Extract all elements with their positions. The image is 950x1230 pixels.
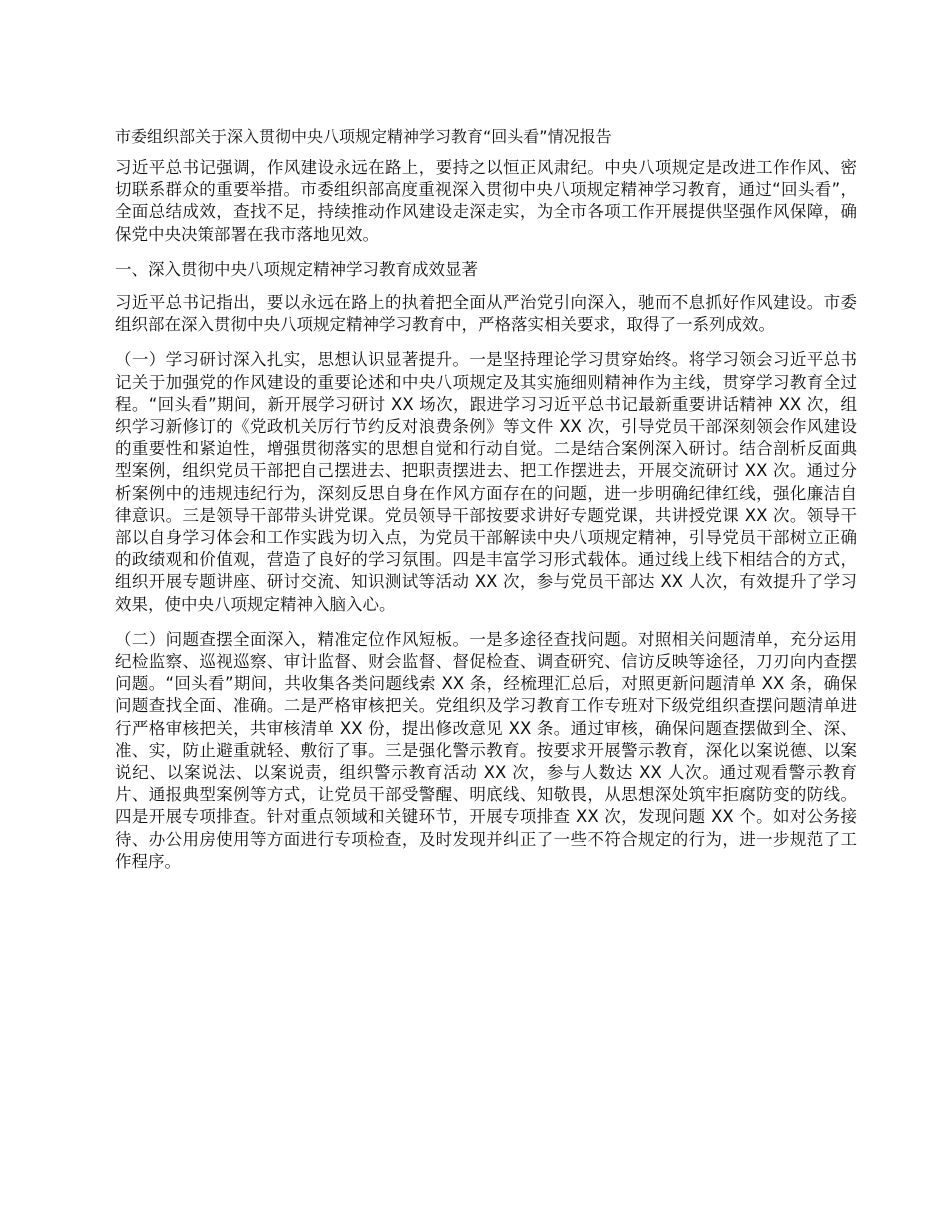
section-1-heading: 一、深入贯彻中央八项规定精神学习教育成效显著 xyxy=(115,259,478,279)
intro-paragraph: 习近平总书记强调，作风建设永远在路上，要持之以恒正风肃纪。中央八项规定是改进工作作风、密切联系群众的重要举措。市委组织部高度重视深入贯彻中央八项规定精神学习教育，通过“回头看”，全面总结成效，查找不足，持续推动作风建设走深走实，为全市各项工作开展提供坚强作风保障，确保党中央决策部署在我市落地见效。 xyxy=(115,158,857,244)
part-1-paragraph: （一）学习研讨深入扎实，思想认识显著提升。一是坚持理论学习贯穿始终。将学习领会习近平总书记关于加强党的作风建设的重要论述和中央八项规定及其实施细则精神作为主线，贯穿学习教育全过程。“回头看”期间，新开展学习研讨 XX 场次，跟进学习习近平总书记最新重要讲话精神 XX 次，组织学习新修订的《党政机关厉行节约反对浪费条例》等文件 XX 次，引导党员干部深刻领会作风建设的重要性和紧迫性，增强贯彻落实的思想自觉和行动自觉。二是结合案例深入研讨。结合剖析反面典型案例，组织党员干部把自己摆进去、把职责摆进去、把工作摆进去，开展交流研讨 XX 次。通过分析案例中的违规违纪行为，深刻反思自身在作风方面存在的问题，进一步明确纪律红线，强化廉洁自律意识。三是领导干部带头讲党课。党员领导干部按要求讲好专题党课，共讲授党课 XX 次。领导干部以自身学习体会和工作实践为切入点，为党员干部解读中央八项规定精神，引导党员干部树立正确的政绩观和价值观，营造了良好的学习氛围。四是丰富学习形式载体。通过线上线下相结合的方式，组织开展专题讲座、研讨交流、知识测试等活动 XX 次，参与党员干部达 XX 人次，有效提升了学习效果，使中央八项规定精神入脑入心。 xyxy=(115,350,857,614)
document-title: 市委组织部关于深入贯彻中央八项规定精神学习教育“回头看”情况报告 xyxy=(115,127,612,146)
part-2-paragraph: （二）问题查摆全面深入，精准定位作风短板。一是多途径查找问题。对照相关问题清单，充分运用纪检监察、巡视巡察、审计监督、财会监督、督促检查、调查研究、信访反映等途径，刀刃向内查摆问题。“回头看”期间，共收集各类问题线索 XX 条，经梳理汇总后，对照更新问题清单 XX 条，确保问题查找全面、准确。二是严格审核把关。党组织及学习教育工作专班对下级党组织查摆问题清单进行严格审核把关，共审核清单 XX 份，提出修改意见 XX 条。通过审核，确保问题查摆做到全、深、准、实，防止避重就轻、敷衍了事。三是强化警示教育。按要求开展警示教育，深化以案说德、以案说纪、以案说法、以案说责，组织警示教育活动 XX 次，参与人数达 XX 人次。通过观看警示教育片、通报典型案例等方式，让党员干部受警醒、明底线、知敬畏，从思想深处筑牢拒腐防变的防线。四是开展专项排查。针对重点领域和关键环节，开展专项排查 XX 次，发现问题 XX 个。如对公务接待、办公用房使用等方面进行专项检查，及时发现并纠正了一些不符合规定的行为，进一步规范了工作程序。 xyxy=(115,629,857,871)
section-1-intro-paragraph: 习近平总书记指出，要以永远在路上的执着把全面从严治党引向深入，驰而不息抓好作风建设。市委组织部在深入贯彻中央八项规定精神学习教育中，严格落实相关要求，取得了一系列成效。 xyxy=(115,293,857,335)
document-page xyxy=(115,126,857,886)
